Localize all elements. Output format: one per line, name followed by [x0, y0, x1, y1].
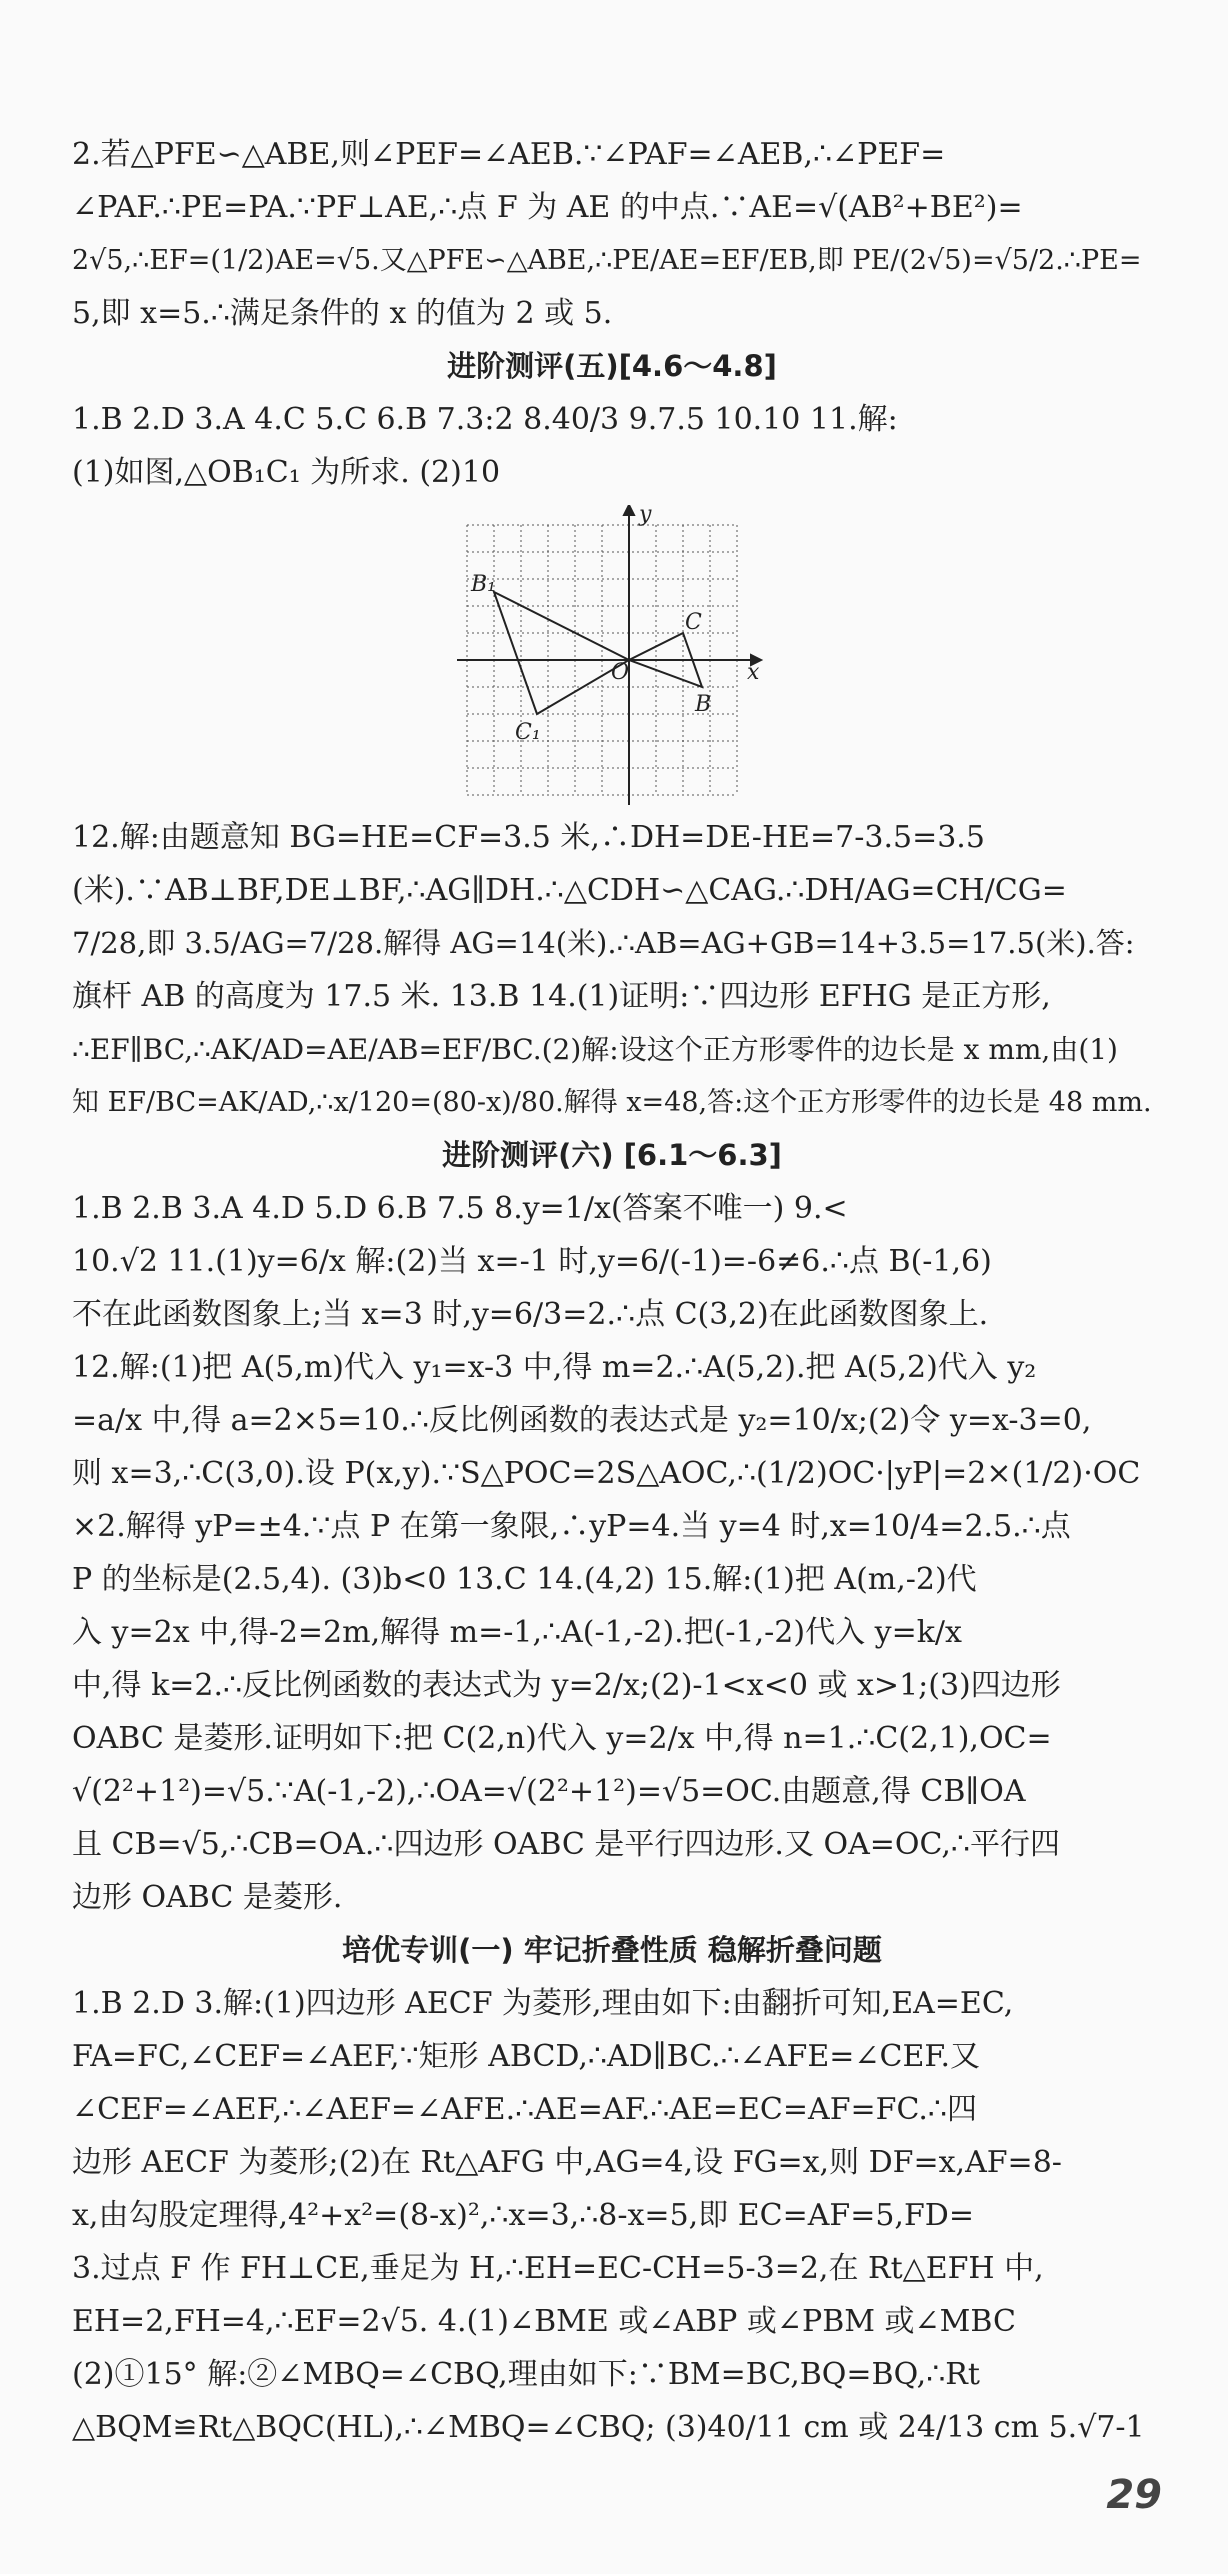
text-line: (1)如图,△OB₁C₁ 为所求. (2)10 — [72, 455, 501, 490]
section-heading-assessment-5: 进阶测评(五)[4.6～4.8] — [447, 349, 777, 383]
coordinate-figure — [457, 505, 767, 805]
text-line: 3.过点 F 作 FH⊥CE,垂足为 H,∴EH=EC-CH=5-3=2,在 Rt△EFH 中, — [72, 2251, 1044, 2286]
text-line: 1.B 2.D 3.A 4.C 5.C 6.B 7.3:2 8.40/3 9.7.5 10.10 11.解: — [72, 402, 898, 437]
text-line: 10.√2 11.(1)y=6/x 解:(2)当 x=-1 时,y=6/(-1)=-6≠6.∴点 B(-1,6) — [72, 1244, 992, 1279]
text-line: ∠CEF=∠AEF,∴∠AEF=∠AFE.∴AE=AF.∴AE=EC=AF=FC.∴四 — [72, 2092, 977, 2127]
text-line: x,由勾股定理得,4²+x²=(8-x)²,∴x=3,∴8-x=5,即 EC=AF=5,FD= — [72, 2198, 974, 2233]
text-line: 1.B 2.B 3.A 4.D 5.D 6.B 7.5 8.y=1/x(答案不唯一) 9.< — [72, 1191, 848, 1226]
text-line: 边形 OABC 是菱形. — [72, 1880, 343, 1915]
text-line: 5,即 x=5.∴满足条件的 x 的值为 2 或 5. — [72, 296, 613, 331]
axes — [457, 505, 761, 805]
section-heading-assessment-6: 进阶测评(六) [6.1～6.3] — [442, 1138, 782, 1172]
text-line: 且 CB=√5,∴CB=OA.∴四边形 OABC 是平行四边形.又 OA=OC,∴平行四 — [72, 1827, 1060, 1862]
answer-block-folding — [72, 1977, 1152, 2454]
text-line: 12.解:(1)把 A(5,m)代入 y₁=x-3 中,得 m=2.∴A(5,2).把 A(5,2)代入 y₂ — [72, 1350, 1037, 1385]
text-line: √(2²+1²)=√5.∵A(-1,-2),∴OA=√(2²+1²)=√5=OC.由题意,得 CB∥OA — [72, 1774, 1026, 1809]
answer-block-assessment-6 — [72, 1182, 1152, 1924]
text-line: 边形 AECF 为菱形;(2)在 Rt△AFG 中,AG=4,设 FG=x,则 DF=x,AF=8- — [72, 2145, 1062, 2180]
text-line: OABC 是菱形.证明如下:把 C(2,n)代入 y=2/x 中,得 n=1.∴C(2,1),OC= — [72, 1721, 1052, 1756]
text-line: 不在此函数图象上;当 x=3 时,y=6/3=2.∴点 C(3,2)在此函数图象上. — [72, 1297, 989, 1332]
text-line: P 的坐标是(2.5,4). (3)b<0 13.C 14.(4,2) 15.解:(1)把 A(m,-2)代 — [72, 1562, 977, 1597]
page-number: 29 — [1106, 2472, 1162, 2518]
text-line: 12.解:由题意知 BG=HE=CF=3.5 米,∴DH=DE-HE=7-3.5=3.5 — [72, 820, 985, 855]
text-line: 旗杆 AB 的高度为 17.5 米. 13.B 14.(1)证明:∵四边形 EFHG 是正方形, — [72, 979, 1051, 1014]
text-line: 则 x=3,∴C(3,0).设 P(x,y).∵S△POC=2S△AOC,∴(1/2)OC·|yP|=2×(1/2)·OC — [72, 1456, 1141, 1491]
text-line: ∴EF∥BC,∴AK/AD=AE/AB=EF/BC.(2)解:设这个正方形零件的边长是 x mm,由(1) — [72, 1033, 1118, 1066]
answer-block-geometry-end — [72, 128, 1152, 340]
label-b1: B₁ — [471, 572, 496, 597]
text-line: (米).∵AB⊥BF,DE⊥BF,∴AG∥DH.∴△CDH∽△CAG.∴DH/AG=CH/CG= — [72, 873, 1067, 908]
answer-content — [72, 128, 1152, 2454]
text-line: 2√5,∴EF=(1/2)AE=√5.又△PFE∽△ABE,∴PE/AE=EF/EB,即 PE/(2√5)=√5/2.∴PE= — [72, 245, 1142, 276]
text-line: FA=FC,∠CEF=∠AEF,∵矩形 ABCD,∴AD∥BC.∴∠AFE=∠CEF.又 — [72, 2039, 981, 2074]
text-line: EH=2,FH=4,∴EF=2√5. 4.(1)∠BME 或∠ABP 或∠PBM 或∠MBC — [72, 2304, 1016, 2339]
answer-block-flagpole — [72, 811, 1152, 1129]
label-c: C — [685, 610, 702, 635]
text-line: ∠PAF.∴PE=PA.∵PF⊥AE,∴点 F 为 AE 的中点.∵AE=√(AB²+BE²)= — [72, 190, 1023, 225]
text-line: ×2.解得 yP=±4.∵点 P 在第一象限,∴yP=4.当 y=4 时,x=10/4=2.5.∴点 — [72, 1509, 1071, 1544]
text-line: 1.B 2.D 3.解:(1)四边形 AECF 为菱形,理由如下:由翻折可知,EA=EC, — [72, 1986, 1014, 2021]
label-b: B — [695, 692, 712, 717]
label-y: y — [639, 505, 652, 527]
section-heading-folding: 培优专训(一) 牢记折叠性质 稳解折叠问题 — [342, 1933, 882, 1967]
text-line: =a/x 中,得 a=2×5=10.∴反比例函数的表达式是 y₂=10/x;(2)令 y=x-3=0, — [72, 1403, 1092, 1438]
answer-block-assessment-5 — [72, 393, 1152, 499]
text-line: 中,得 k=2.∴反比例函数的表达式为 y=2/x;(2)-1<x<0 或 x>1;(3)四边形 — [72, 1668, 1061, 1703]
text-line: 入 y=2x 中,得-2=2m,解得 m=-1,∴A(-1,-2).把(-1,-2)代入 y=k/x — [72, 1615, 962, 1650]
text-line: 知 EF/BC=AK/AD,∴x/120=(80-x)/80.解得 x=48,答:这个正方形零件的边长是 48 mm. — [72, 1087, 1152, 1118]
text-line: 2.若△PFE∽△ABE,则∠PEF=∠AEB.∵∠PAF=∠AEB,∴∠PEF= — [72, 137, 946, 172]
triangle-ob1c1 — [494, 592, 629, 714]
label-c1: C₁ — [515, 720, 541, 745]
label-x: x — [747, 660, 760, 685]
text-line: △BQM≌Rt△BQC(HL),∴∠MBQ=∠CBQ; (3)40/11 cm 或 24/13 cm 5.√7-1 — [72, 2410, 1145, 2445]
label-o: O — [611, 660, 630, 685]
text-line: 7/28,即 3.5/AG=7/28.解得 AG=14(米).∴AB=AG+GB=14+3.5=17.5(米).答: — [72, 926, 1135, 960]
text-line: (2)①15° 解:②∠MBQ=∠CBQ,理由如下:∵BM=BC,BQ=BQ,∴Rt — [72, 2357, 980, 2392]
